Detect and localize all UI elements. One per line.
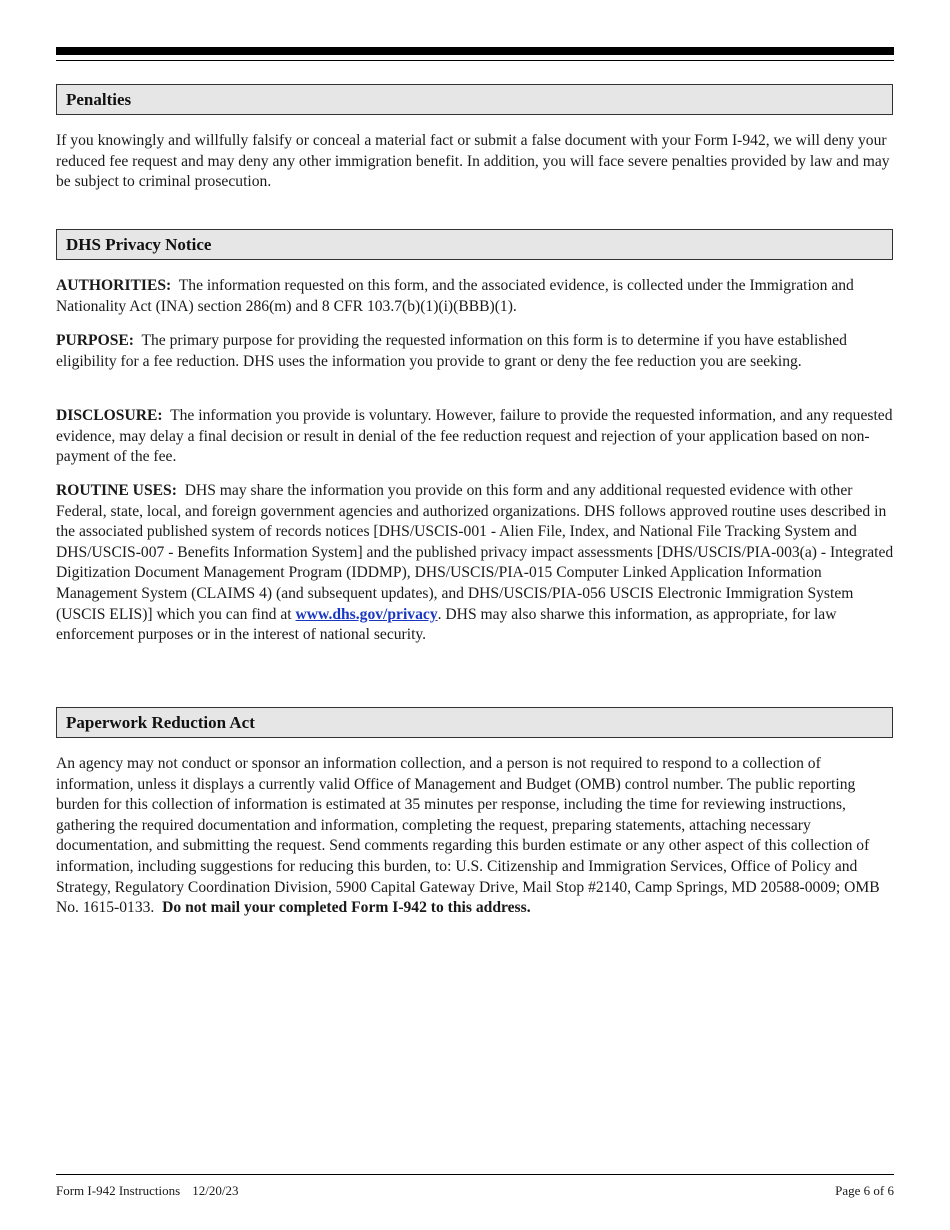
routine-uses-paragraph	[56, 481, 896, 646]
paperwork-paragraph	[56, 754, 896, 919]
disclosure-text: The information you provide is voluntary. However, failure to provide the requested information, and any requested evidence, may delay a final decision or result in denial of the fee reduction request and rejection of your application based on non-payment of the fee.	[56, 407, 893, 466]
disclosure-paragraph	[56, 406, 896, 468]
disclosure-label: DISCLOSURE:	[56, 407, 163, 424]
routine-uses-text: DHS may share the information you provide on this form and any additional requested evidence with other Federal, state, local, and foreign government agencies and authorized organizations. DHS follows approved routine uses described in the associated published system of records notices [DHS/USCIS-001 - Alien File, Index, and National File Tracking System and DHS/USCIS-007 - Benefits Information System] and the published privacy impact assessments [DHS/USCIS/PIA-003(a) - Integrated Digitization Document Management Program (IDDMP), DHS/USCIS/PIA-015 Computer Linked Application Information Management System (CLAIMS 4) (and subsequent updates), and DHS/USCIS/PIA-056 USCIS Electronic Immigration System (USCIS ELIS)] which you can find at	[56, 482, 894, 623]
footer-date: 12/20/23	[192, 1183, 239, 1198]
routine-uses-label: ROUTINE USES:	[56, 482, 177, 499]
top-thick-rule	[56, 47, 894, 55]
authorities-label: AUTHORITIES:	[56, 277, 172, 294]
purpose-paragraph	[56, 331, 896, 372]
footer-page-number: Page 6 of 6	[835, 1183, 894, 1198]
paperwork-act-heading: Paperwork Reduction Act	[56, 707, 893, 738]
purpose-label: PURPOSE:	[56, 332, 134, 349]
authorities-text: The information requested on this form, and the associated evidence, is collected under the Immigration and Nationality Act (INA) section 286(m) and 8 CFR 103.7(b)(1)(i)(BBB)(1).	[56, 277, 854, 315]
penalties-heading: Penalties	[56, 84, 893, 115]
penalties-paragraph: If you knowingly and willfully falsify or conceal a material fact or submit a false document with your Form I-942, we will deny your reduced fee request and may deny any other immigration benefit. In addition, you will face severe penalties provided by law and may be subject to criminal prosecution.	[56, 132, 890, 191]
routine-uses-after-link: . DHS may also sharwe this information, as appropriate, for law enforcement purposes or in the interest of national security.	[56, 605, 837, 644]
authorities-paragraph	[56, 276, 896, 317]
privacy-notice-heading: DHS Privacy Notice	[56, 229, 893, 260]
footer-rule	[56, 1174, 894, 1175]
footer-form-info	[56, 1183, 238, 1199]
purpose-text: The primary purpose for providing the requested information on this form is to determine if you have established eligibility for a fee reduction. DHS uses the information you provide to grant or deny the fee reduction you are seeking.	[56, 332, 847, 370]
paperwork-bold-notice: Do not mail your completed Form I-942 to this address.	[162, 899, 531, 917]
dhs-privacy-link[interactable]: www.dhs.gov/privacy	[295, 605, 438, 623]
paperwork-text: An agency may not conduct or sponsor an information collection, and a person is not required to respond to a collection of information, unless it displays a currently valid Office of Management and Budget (OMB) control number. The public reporting burden for this collection of information is estimated at 35 minutes per response, including the time for reviewing instructions, gathering the required documentation and information, completing the request, preparing statements, attaching necessary documentation, and submitting the request. Send comments regarding this burden estimate or any other aspect of this collection of information, including suggestions for reducing this burden, to: U.S. Citizenship and Immigration Services, Office of Policy and Strategy, Regulatory Coordination Division, 5900 Capital Gateway Drive, Mail Stop #2140, Camp Springs, MD 20588-0009; OMB No. 1615-0133.	[56, 755, 880, 917]
top-thin-rule	[56, 60, 894, 61]
footer-form-name: Form I-942 Instructions	[56, 1183, 181, 1198]
